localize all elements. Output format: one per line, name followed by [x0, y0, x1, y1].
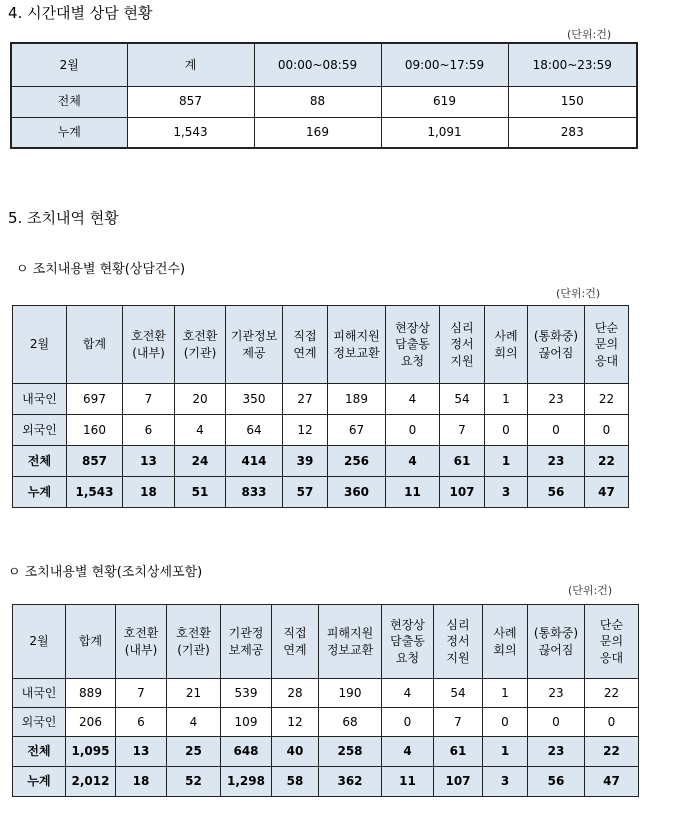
table-cell: 0: [382, 708, 434, 737]
table-row: [13, 477, 629, 508]
action-table-detailed: [12, 604, 639, 797]
table-cell: 889: [66, 679, 116, 708]
row-label: 내국인: [13, 384, 67, 415]
table-cell: 56: [528, 477, 585, 508]
header-cell: 2월: [13, 605, 66, 679]
header-cell: 기관정보 제공: [226, 306, 283, 384]
table-cell: 23: [528, 679, 585, 708]
header-cell: 합계: [66, 605, 116, 679]
table-cell: 0: [585, 708, 639, 737]
table-cell: 360: [328, 477, 386, 508]
time-slot-table: [10, 42, 638, 149]
table-cell: 206: [66, 708, 116, 737]
table-cell: 22: [585, 384, 629, 415]
table-cell: 107: [440, 477, 485, 508]
table-header-row: [11, 43, 637, 86]
table-cell: 54: [434, 679, 483, 708]
table-header-row: [13, 605, 639, 679]
table-a-unit: (단위:건): [556, 287, 601, 300]
table-cell: 1: [483, 737, 528, 767]
table-cell: 0: [485, 415, 528, 446]
table-cell: 4: [175, 415, 226, 446]
table-cell: 21: [167, 679, 221, 708]
table-cell: 28: [272, 679, 319, 708]
row-label: 전체: [13, 446, 67, 477]
table-cell: 67: [328, 415, 386, 446]
header-cell: 직접 연계: [272, 605, 319, 679]
table-row: [13, 446, 629, 477]
table-cell: 64: [226, 415, 283, 446]
table-cell: 1,091: [381, 117, 508, 148]
header-cell: 호전환 (기관): [175, 306, 226, 384]
header-cell: 09:00~17:59: [381, 43, 508, 86]
table-cell: 68: [319, 708, 382, 737]
header-cell: 단순 문의 응대: [585, 306, 629, 384]
table-cell: 22: [585, 446, 629, 477]
table-cell: 7: [434, 708, 483, 737]
row-label: 전체: [11, 86, 127, 117]
table-cell: 61: [440, 446, 485, 477]
table-cell: 3: [485, 477, 528, 508]
table-cell: 54: [440, 384, 485, 415]
table-cell: 13: [123, 446, 175, 477]
table-cell: 47: [585, 767, 639, 797]
row-label: 내국인: [13, 679, 66, 708]
table-cell: 1: [483, 679, 528, 708]
table-cell: 1,095: [66, 737, 116, 767]
header-cell: 기관정 보제공: [221, 605, 272, 679]
table-cell: 190: [319, 679, 382, 708]
table-cell: 414: [226, 446, 283, 477]
table-cell: 11: [382, 767, 434, 797]
table-cell: 24: [175, 446, 226, 477]
table-cell: 4: [386, 384, 440, 415]
table-row: [13, 737, 639, 767]
table-cell: 4: [167, 708, 221, 737]
header-cell: 피해지원 정보교환: [319, 605, 382, 679]
section4-title: 4. 시간대별 상담 현황: [8, 4, 153, 22]
table-a-subtitle: ㅇ 조치내용별 현황(상담건수): [16, 262, 186, 277]
table-cell: 256: [328, 446, 386, 477]
table-cell: 11: [386, 477, 440, 508]
header-cell: 현장상 담출동 요청: [382, 605, 434, 679]
table-cell: 1,298: [221, 767, 272, 797]
table-cell: 20: [175, 384, 226, 415]
table-b-subtitle: ㅇ 조치내용별 현황(조치상세포함): [8, 565, 203, 580]
table-cell: 1: [485, 446, 528, 477]
header-cell: 사례 회의: [483, 605, 528, 679]
header-cell: (통화중) 끊어짐: [528, 306, 585, 384]
table-cell: 25: [167, 737, 221, 767]
table-cell: 697: [67, 384, 123, 415]
table-cell: 539: [221, 679, 272, 708]
header-cell: 직접 연계: [283, 306, 328, 384]
table-cell: 39: [283, 446, 328, 477]
table-cell: 47: [585, 477, 629, 508]
table-cell: 0: [483, 708, 528, 737]
table-row: [13, 767, 639, 797]
header-cell: 2월: [11, 43, 127, 86]
table-header-row: [13, 306, 629, 384]
table-cell: 27: [283, 384, 328, 415]
table-cell: 160: [67, 415, 123, 446]
header-cell: 18:00~23:59: [508, 43, 637, 86]
table-cell: 7: [123, 384, 175, 415]
row-label: 외국인: [13, 708, 66, 737]
table-cell: 0: [528, 415, 585, 446]
table-cell: 23: [528, 446, 585, 477]
table-cell: 1,543: [127, 117, 254, 148]
table-cell: 51: [175, 477, 226, 508]
table-cell: 22: [585, 679, 639, 708]
table-cell: 7: [116, 679, 167, 708]
table-cell: 6: [123, 415, 175, 446]
table-cell: 1,543: [67, 477, 123, 508]
section5-title: 5. 조치내역 현황: [8, 209, 119, 227]
table-cell: 40: [272, 737, 319, 767]
table-row: [11, 117, 637, 148]
table-row: [13, 708, 639, 737]
table-cell: 4: [382, 737, 434, 767]
table-row: [13, 415, 629, 446]
table-cell: 6: [116, 708, 167, 737]
table-cell: 61: [434, 737, 483, 767]
header-cell: 호전환 (내부): [123, 306, 175, 384]
table-cell: 57: [283, 477, 328, 508]
table-cell: 2,012: [66, 767, 116, 797]
table-cell: 23: [528, 737, 585, 767]
row-label: 누계: [11, 117, 127, 148]
table-cell: 12: [283, 415, 328, 446]
header-cell: 심리 정서 지원: [434, 605, 483, 679]
row-label: 전체: [13, 737, 66, 767]
section4-unit: (단위:건): [567, 28, 612, 41]
header-cell: 사례 회의: [485, 306, 528, 384]
header-cell: 단순 문의 응대: [585, 605, 639, 679]
header-cell: 2월: [13, 306, 67, 384]
header-cell: 심리 정서 지원: [440, 306, 485, 384]
table-cell: 18: [123, 477, 175, 508]
table-cell: 7: [440, 415, 485, 446]
table-cell: 109: [221, 708, 272, 737]
table-row: [13, 679, 639, 708]
table-cell: 362: [319, 767, 382, 797]
table-row: [11, 86, 637, 117]
header-cell: 합계: [67, 306, 123, 384]
table-cell: 1: [485, 384, 528, 415]
table-cell: 4: [386, 446, 440, 477]
table-cell: 13: [116, 737, 167, 767]
table-cell: 150: [508, 86, 637, 117]
table-cell: 619: [381, 86, 508, 117]
header-cell: 00:00~08:59: [254, 43, 381, 86]
table-cell: 857: [67, 446, 123, 477]
table-cell: 4: [382, 679, 434, 708]
header-cell: 피해지원 정보교환: [328, 306, 386, 384]
table-cell: 857: [127, 86, 254, 117]
table-row: [13, 384, 629, 415]
table-cell: 107: [434, 767, 483, 797]
table-cell: 0: [528, 708, 585, 737]
table-cell: 88: [254, 86, 381, 117]
table-cell: 22: [585, 737, 639, 767]
table-cell: 833: [226, 477, 283, 508]
table-cell: 350: [226, 384, 283, 415]
header-cell: 호전환 (기관): [167, 605, 221, 679]
table-cell: 283: [508, 117, 637, 148]
table-cell: 23: [528, 384, 585, 415]
row-label: 누계: [13, 767, 66, 797]
table-cell: 258: [319, 737, 382, 767]
table-cell: 648: [221, 737, 272, 767]
row-label: 누계: [13, 477, 67, 508]
table-cell: 56: [528, 767, 585, 797]
table-b-unit: (단위:건): [568, 584, 613, 597]
header-cell: 계: [127, 43, 254, 86]
action-table-consultations: [12, 305, 629, 508]
table-cell: 0: [386, 415, 440, 446]
table-cell: 0: [585, 415, 629, 446]
table-cell: 189: [328, 384, 386, 415]
table-cell: 52: [167, 767, 221, 797]
header-cell: 호전환 (내부): [116, 605, 167, 679]
header-cell: (통화중) 끊어짐: [528, 605, 585, 679]
table-cell: 18: [116, 767, 167, 797]
table-cell: 169: [254, 117, 381, 148]
row-label: 외국인: [13, 415, 67, 446]
table-cell: 58: [272, 767, 319, 797]
table-cell: 3: [483, 767, 528, 797]
table-cell: 12: [272, 708, 319, 737]
header-cell: 현장상 담출동 요청: [386, 306, 440, 384]
